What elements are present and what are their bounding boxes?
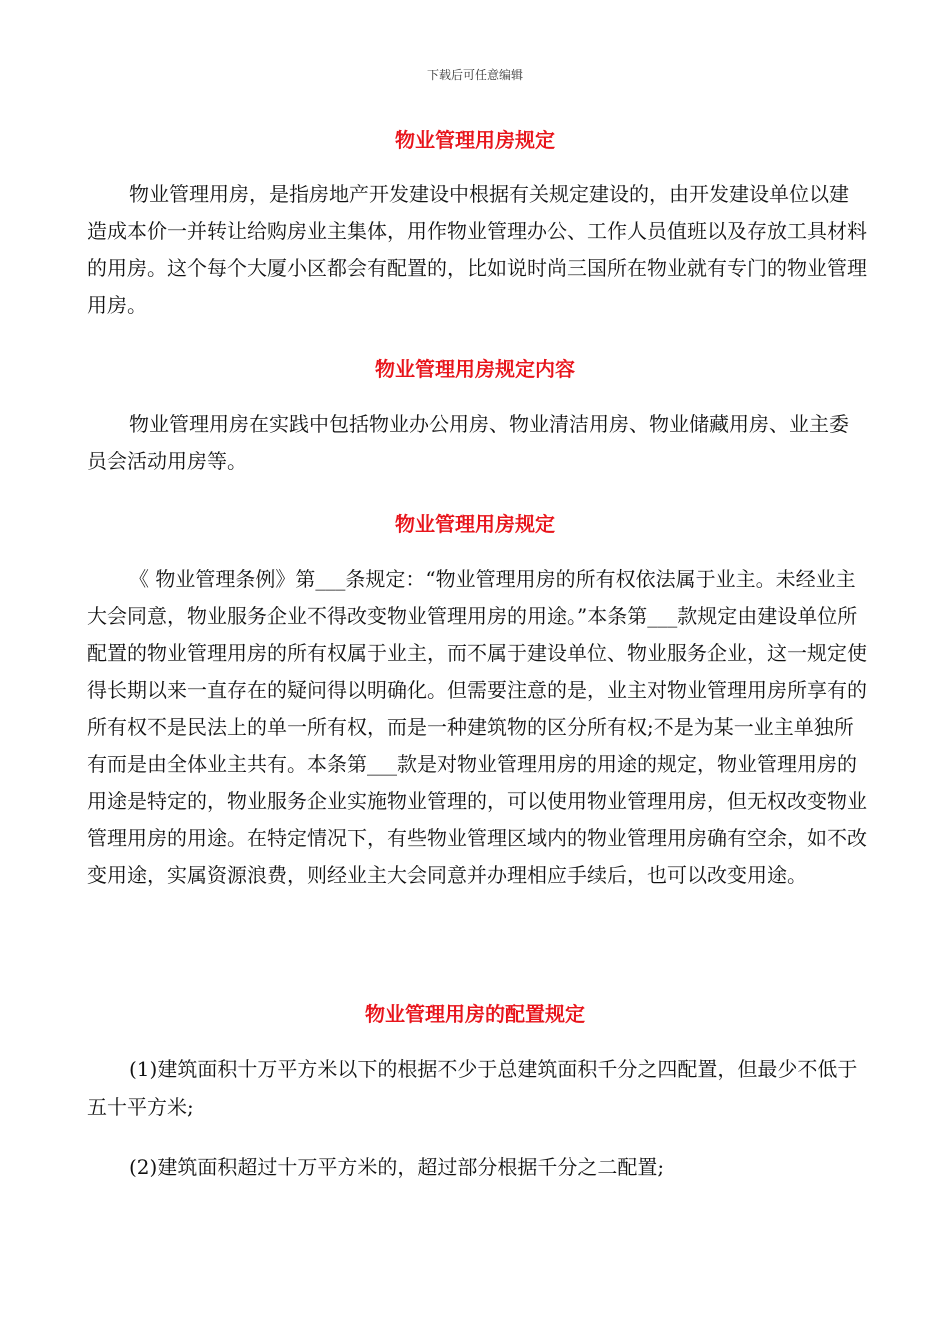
paragraph-content: 物业管理用房在实践中包括物业办公用房、物业清洁用房、物业储藏用房、业主委员会活动用房等。: [87, 412, 849, 473]
paragraph-regulation: 《 物业管理条例》第___条规定：“物业管理用房的所有权依法属于业主。未经业主大会同意，物业服务企业不得改变物业管理用房的用途。”本条第___款规定由建设单位所配置的物业管理用房的所有权属于业主，而不属于建设单位、物业服务企业，这一规定使得长期以来一直存在的疑问得以明确化。但需要注意的是，业主对物业管理用房所享有的所有权不是民法上的单一所有权，而是一种建筑物的区分所有权;不是为某一业主单独所有而是由全体业主共有。本条第___款是对物业管理用房的用途的规定，物业管理用房的用途是特定的，物业服务企业实施物业管理的，可以使用物业管理用房，但无权改变物业管理用房的用途。在特定情况下，有些物业管理区域内的物业管理用房确有空余，如不改变用途，实属资源浪费，则经业主大会同意并办理相应手续后，也可以改变用途。: [87, 567, 867, 887]
paragraph-definition: 物业管理用房，是指房地产开发建设中根据有关规定建设的，由开发建设单位以建造成本价一并转让给购房业主集体，用作物业管理办公、工作人员值班以及存放工具材料的用房。这个每个大厦小区都会有配置的，比如说时尚三国所在物业就有专门的物业管理用房。: [87, 182, 867, 317]
section-heading-4: 物业管理用房的配置规定: [365, 1002, 585, 1026]
header-note: 下载后可任意编辑: [426, 68, 523, 82]
list-item-2: (2)建筑面积超过十万平方米的，超过部分根据千分之二配置;: [129, 1155, 665, 1179]
section-heading-2: 物业管理用房规定内容: [375, 357, 575, 381]
section-heading-1: 物业管理用房规定: [395, 128, 555, 152]
section-heading-3: 物业管理用房规定: [395, 512, 555, 536]
list-item-1: (1)建筑面积十万平方米以下的根据不少于总建筑面积千分之四配置，但最少不低于五十平方米;: [87, 1057, 858, 1119]
